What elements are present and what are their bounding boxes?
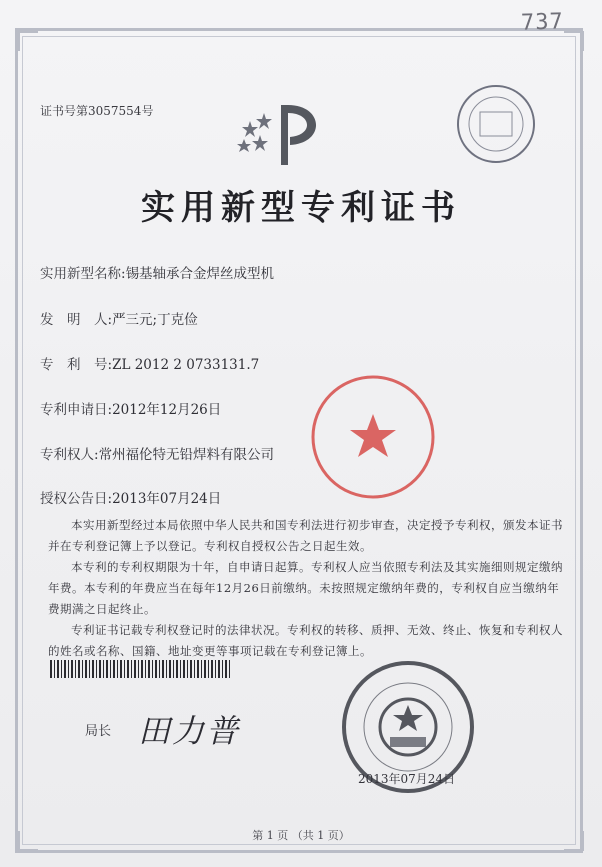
- field-label: 实用新型名称:: [40, 266, 126, 282]
- field-label: 发 明 人:: [40, 312, 113, 328]
- field-value: 锡基轴承合金焊丝成型机: [125, 266, 275, 282]
- body-paragraph: 本实用新型经过本局依照中华人民共和国专利法进行初步审查，决定授予专利权，颁发本证书并在专利登记簿上予以登记。专利权自授权公告之日起生效。: [48, 518, 563, 553]
- field-value: ZL 2012 2 0733131.7: [112, 357, 260, 373]
- field-label: 专利申请日:: [40, 402, 113, 418]
- company-seal-icon: [308, 372, 438, 502]
- corner-ornament: [18, 31, 38, 51]
- field-value: 严三元;丁克俭: [112, 312, 198, 328]
- field-label: 专 利 号:: [40, 357, 113, 373]
- page-footer: 第 1 页 （共 1 页）: [252, 829, 350, 842]
- certificate-number: 证书号第3057554号: [40, 104, 154, 118]
- patent-office-logo-icon: [236, 95, 336, 170]
- field-value: 2012年12月26日: [112, 402, 222, 418]
- field-value: 2013年07月24日: [112, 491, 222, 507]
- certificate-body: [48, 515, 568, 662]
- field-patent-number: [40, 353, 259, 373]
- handwritten-number: 737: [520, 9, 565, 36]
- director-label: 局长: [85, 724, 112, 739]
- certificate-title: 实用新型专利证书: [141, 188, 461, 228]
- field-value: 常州福伦特无铅焊料有限公司: [98, 447, 275, 463]
- corner-ornament: [564, 31, 584, 51]
- field-inventor: [40, 308, 198, 328]
- field-patentee: [40, 443, 274, 463]
- field-application-date: [40, 398, 221, 418]
- field-label: 授权公告日:: [40, 491, 113, 507]
- field-utility-model-name: [40, 262, 274, 282]
- body-paragraph: 专利证书记载专利权登记时的法律状况。专利权的转移、质押、无效、终止、恢复和专利权人的姓名或名称、国籍、地址变更等事项记载在专利登记簿上。: [48, 623, 563, 658]
- body-paragraph: 本专利的专利权期限为十年，自申请日起算。专利权人应当依照专利法及其实施细则规定缴纳年费。本专利的年费应当在每年12月26日前缴纳。未按照规定缴纳年费的，专利权自应当缴纳年费期满之日起终止。: [48, 560, 563, 616]
- director-signature: 田力普: [138, 712, 241, 750]
- barcode: [50, 660, 230, 678]
- certificate-stamp-icon: [454, 82, 538, 166]
- field-grant-date: [40, 487, 221, 507]
- issue-date: 2013年07月24日: [358, 772, 456, 786]
- field-label: 专利权人:: [40, 447, 99, 463]
